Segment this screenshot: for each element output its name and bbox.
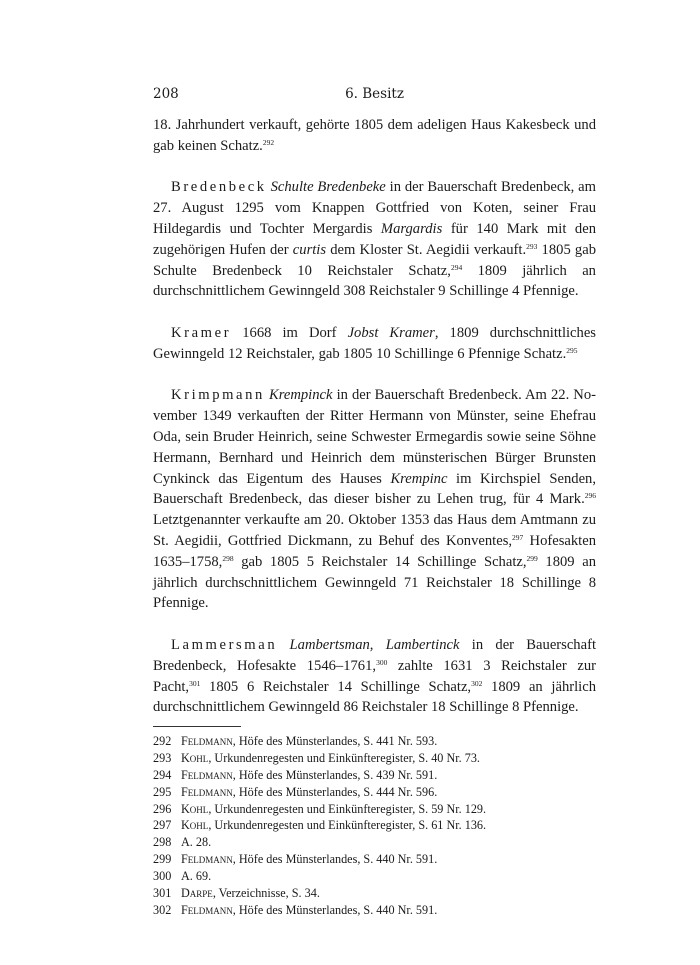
historical-name-variant: curtis	[292, 241, 327, 258]
historical-name-variant: Margardis	[380, 220, 443, 237]
paragraph	[153, 177, 596, 302]
footnote-ref: 294	[450, 262, 463, 272]
text-run: in der Bauerschaft Bredenbeck, Hofesakte 1546–1761,	[153, 636, 596, 674]
text-run: 1805 6 Reichstaler 14 Schillinge Schatz,	[200, 678, 472, 695]
text-run: Letztgenannter verkaufte am 20. Oktober 1353 das Haus dem Amtmann zu St. Aegidii, Gottfried Dickmann, zu Behuf des Konventes,	[153, 512, 596, 549]
farm-name: Bredenbeck	[171, 179, 267, 196]
farm-name: Kramer	[171, 324, 232, 341]
footnote-citation: , Höfe des Münsterlandes, S. 439 Nr. 591.	[232, 767, 438, 782]
running-title: 6. Besitz	[345, 86, 404, 102]
historical-name-variant: Schulte Bredenbeke	[270, 179, 386, 196]
footnote-number: 302	[153, 902, 172, 917]
paragraph	[153, 323, 596, 365]
footnote-number: 296	[153, 801, 172, 816]
historical-name-variant: Jobst Kramer	[347, 324, 435, 341]
text-run: 18. Jahrhundert verkauft, gehörte 1805 dem adeligen Haus Kakesbeck und gab keinen Schatz.	[153, 117, 596, 154]
text-run	[277, 637, 289, 653]
text-run: in der Bauerschaft Bredenbeck, am 27. August 1295 vom Knappen Gottfried von Koten, seiner Frau Hildegardis und Tochter Mergardis	[153, 179, 597, 237]
text-run: 1809 an jährlich durchschnittlichem Gewinngeld 71 Reichstaler 18 Schillinge 8 Pfennige.	[153, 553, 597, 612]
footnote-ref: 298	[222, 553, 234, 563]
footnote-author: Kohl	[181, 801, 209, 816]
footnote	[153, 885, 596, 902]
footnote-number: 293	[153, 750, 172, 765]
footnote-author: Feldmann	[181, 767, 233, 782]
footnote-ref: 302	[471, 678, 483, 688]
text-run: gab 1805 5 Reichstaler 14 Schillinge Schatz,	[233, 553, 527, 570]
footnote-citation: , Urkundenregesten und Einkünfteregister, S. 61 Nr. 136.	[208, 818, 487, 833]
footnote-citation: , Höfe des Münsterlandes, S. 440 Nr. 591.	[232, 902, 438, 917]
text-run: in der Bauerschaft Bredenbeck. Am 22. November 1349 verkauften der Ritter Hermann von Münster, seine Ehefrau Oda, sein Bruder Heinrich, seine Schwester Ermegardis sowie seine Söhne Hermann, Bernhard und Heinrich dem münsterischen Bürger Brunsten Cynkinck das Eigentum des Hauses	[153, 387, 596, 487]
historical-name-variant: Krempinck	[269, 387, 333, 404]
footnote-separator	[153, 726, 241, 727]
footnote-author: Feldmann	[181, 733, 233, 748]
text-run: 1805 gab Schulte Bredenbeck 10 Reichstaler Schatz,	[153, 241, 597, 279]
page-number: 208	[153, 86, 179, 102]
footnote	[153, 851, 596, 868]
footnote-citation: , Verzeichnisse, S. 34.	[212, 886, 320, 901]
book-page	[153, 86, 596, 919]
text-run: , 1809 durchschnittliches Gewinngeld 12 Reichstaler, gab 1805 10 Schillinge 6 Pfennige Schatz.	[153, 324, 596, 362]
footnote-author: Feldmann	[181, 784, 233, 799]
historical-name-variant: Lambertsman, Lambertinck	[289, 636, 460, 653]
footnote-author: Darpe	[181, 886, 213, 901]
footnote-citation: , Höfe des Münsterlandes, S. 440 Nr. 591.	[232, 852, 438, 867]
footnote-ref: 292	[262, 137, 275, 147]
footnote-ref: 300	[376, 657, 388, 667]
footnote-number: 294	[153, 767, 172, 782]
footnote	[153, 801, 596, 818]
farm-name: Lammersman	[171, 636, 278, 653]
footnote	[153, 733, 596, 750]
footnote	[153, 902, 596, 919]
footnote-number: 295	[153, 784, 172, 799]
text-run: 1809 an jährlich durchschnittlichem Gewinngeld 86 Reichstaler 18 Schillinge 8 Pfennige.	[153, 678, 597, 716]
footnote-citation: A. 69.	[181, 869, 212, 884]
farm-name: Krimpmann	[171, 387, 265, 404]
footnote	[153, 767, 596, 784]
footnote-number: 292	[153, 733, 172, 748]
footnote-citation: , Höfe des Münsterlandes, S. 441 Nr. 593.	[232, 733, 438, 748]
footnote-ref: 299	[526, 553, 538, 563]
text-run: im Kirchspiel Senden, Bauerschaft Bredenbeck, das dieser bisher zu Lehen trug, für 4 Mark.	[153, 470, 596, 508]
footnote-citation: , Höfe des Münsterlandes, S. 444 Nr. 596.	[232, 784, 438, 799]
footnote-citation: , Urkundenregesten und Einkünfteregister, S. 40 Nr. 73.	[208, 750, 480, 765]
paragraph	[153, 385, 596, 614]
footnote-author: Kohl	[181, 818, 209, 833]
footnote-citation: A. 28.	[181, 835, 212, 850]
footnote-number: 301	[153, 886, 172, 901]
paragraph	[153, 115, 596, 157]
footnote-author: Feldmann	[181, 852, 233, 867]
footnote-author: Feldmann	[181, 902, 233, 917]
footnote-ref: 295	[566, 345, 578, 355]
footnotes	[153, 733, 596, 919]
footnote-citation: , Urkundenregesten und Einkünfteregister, S. 59 Nr. 129.	[208, 801, 487, 816]
footnote-number: 298	[153, 835, 172, 850]
paragraph	[153, 635, 596, 718]
footnote	[153, 784, 596, 801]
footnote	[153, 834, 596, 851]
footnote-ref: 296	[584, 491, 596, 501]
footnote-ref: 297	[512, 532, 524, 542]
footnote-number: 300	[153, 869, 172, 884]
text-run: dem Kloster St. Aegidii verkauft.	[326, 241, 527, 258]
footnote-number: 297	[153, 818, 172, 833]
historical-name-variant: Krempinc	[390, 470, 448, 487]
text-run: 1668 im Dorf	[231, 324, 348, 341]
footnote-ref: 301	[189, 678, 201, 688]
footnote-author: Kohl	[181, 750, 209, 765]
text-run: zahlte 1631 3 Reichstaler zur Pacht,	[153, 657, 596, 695]
footnote-ref: 293	[526, 241, 538, 251]
text-run: Hofesakten 1635–1758,	[153, 532, 596, 570]
text-run: für 140 Mark mit den zugehörigen Hufen der	[153, 220, 596, 258]
footnote	[153, 868, 596, 885]
text-run: 1809 jährlich an durchschnittlichem Gewinngeld 308 Reichstaler 9 Schillinge 4 Pfennige.	[153, 262, 596, 300]
footnote-number: 299	[153, 852, 172, 867]
main-text	[153, 115, 596, 718]
footnote	[153, 750, 596, 767]
footnote	[153, 817, 596, 834]
page-header	[153, 86, 596, 106]
